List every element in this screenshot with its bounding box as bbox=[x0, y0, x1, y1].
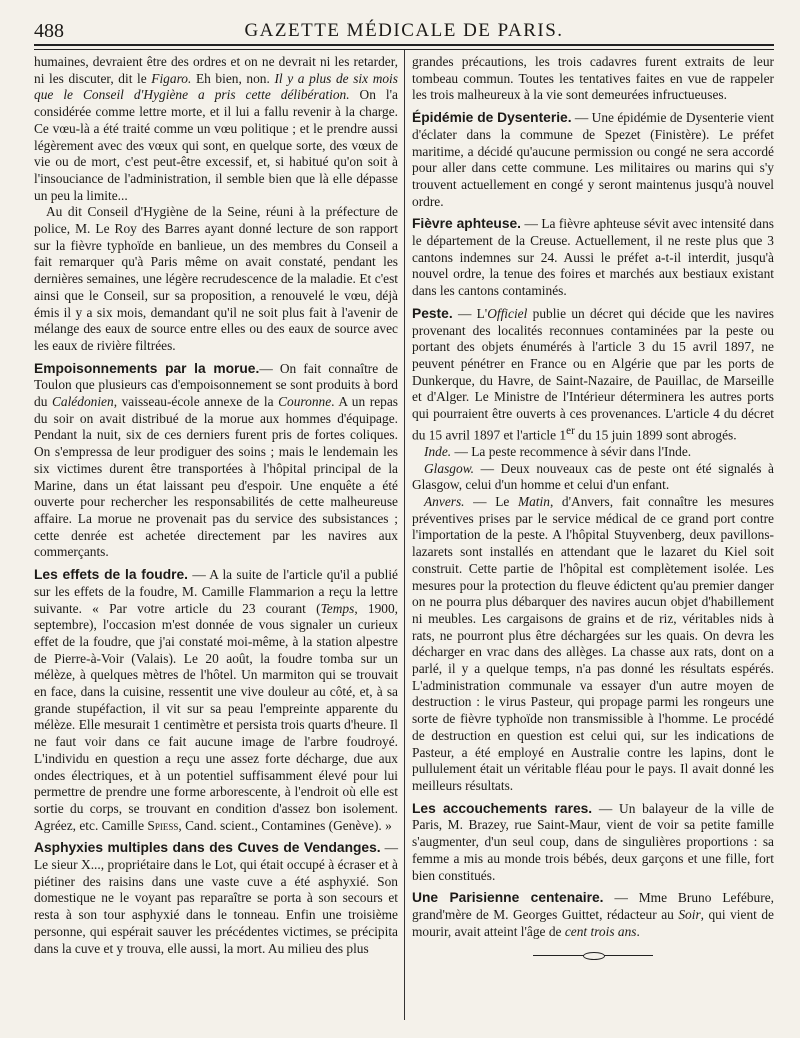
article-morue: Empoisonnements par la morue.— On fait connaître de Toulon que plusieurs cas d'empoisonnement se sont produits à bord du Calédonien, vaisseau-école annexe de la Couronne. A un repas du soir on avait distribué de la morue aux hommes d'équipage. Pendant la nuit, six de ces derniers furent pris de fortes coliques. On s'empressa de leur prodiguer des soins ; mais le lendemain les six victimes durent être transportées à l'hôpital principal de la Marine, dans un état laissant peu d'espoir. Une enquête a été ouverte pour rechercher les responsabilités de cette malheureuse affaire. La morue ne provenait pas du service des subsistances ; cette denrée est achetée directement par les navires aux commerçants. bbox=[34, 360, 399, 560]
page-number: 488 bbox=[34, 20, 64, 42]
article-heading: Une Parisienne centenaire. bbox=[412, 890, 604, 906]
article-heading: Peste. bbox=[412, 305, 453, 321]
article-heading: Empoisonnements par la morue. bbox=[34, 360, 260, 376]
article-heading: Fièvre aphteuse. bbox=[412, 216, 521, 232]
article-foudre: Les effets de la foudre. — A la suite de l'article qu'il a publié sur les effets de la foudre, M. Camille Flammarion a reçu la lettre suivante. « Par votre article du 23 courant (Temps, 1900, septembre), l'occasion m'est donnée de vous signaler un curieux effet de la foudre, que j'ai constaté moi-même, à la station alpestre de Pierre-à-Voir (Valais). Le 20 août, la foudre tomba sur un mélèze, à quelques mètres de l'hôtel. Un marmiton qui se trouvait en face, dans la cuisine, ressentit une vive douleur au côté, et, à sa grande stupéfaction, il vit sur sa peau l'empreinte apparente du mélèze. Elle mesurait 1 centimètre et persista trois quarts d'heure. Il ne faut voir dans ce fait aucune image de l'arbre foudroyé. L'individu en question a reçu une assez forte décharge, due aux ondes électriques, et à un potentiel suffisamment élevé pour lui permettre de prendre une forme arborescente, à l'endroit où elle est sortie du corps, se trouvant en condition d'assez bon isolement. Agréez, etc. Camille Spiess, Cand. scient., Contamines (Genève). » bbox=[34, 567, 398, 833]
end-ornament bbox=[533, 952, 653, 960]
article-heading: Les effets de la foudre. bbox=[34, 567, 189, 583]
paragraph-glasgow: Glasgow. — Deux nouveaux cas de peste ont été signalés à Glasgow, celui d'un homme et celui d'un enfant. bbox=[412, 460, 774, 493]
paragraph-anvers: Anvers. — Le Matin, d'Anvers, fait connaître les mesures préventives prises par le service médical de ce grand port contre l'importation de la peste. A l'hôpital Stuyvenberg, deux pavillons-lazarets sont installés en attendant que le lazaret du Kiel soit construit. Cette partie de l'hôpital est complètement isolée. Les mesures pour la protection du fleuve édictent qu'au premier danger on ne pourra plus débarquer des navires aucun objet d'habillement ni meubles. Les cargaisons de grains et de riz, véritables nids à rats, ne pourront plus être déchargées sur les quais. On devra les décharger en vrac dans des allèges. La chasse aux rats, dont on a parlé, il y a quelque temps, n'a pas donné les résultats espérés. L'administration communale va essayer d'un autre moyen de destruction : le virus Pasteur, qui propage parmi les rongeurs une sorte de fièvre typhoïde non transmissible à l'homme. Le procédé de destruction en question est celui qui, sur les indications de Pasteur, a été employé en Australie contre les lapins, dont le pullulement était un véritable fléau pour le pays. Il avait donné les meilleurs résultats. bbox=[412, 494, 774, 793]
article-peste: Peste. — L'Officiel publie un décret qui décide que les navires provenant des localités reconnues contaminées par la peste ou portant des objets énumérés à l'article 3 du 15 avril 1897, ne peuvent pénétrer en France ou en Algérie que par les ports de Dunkerque, du Havre, de Saint-Nazaire, de Pauillac, de Marseille et d'Alger. Le Ministre de l'Intérieur déterminera les autres ports qui pourraient être ouverts à ces provenances. L'article 4 du décret du 15 avril 1897 et l'article 1er du 15 juin 1899 sont abrogés. bbox=[412, 305, 774, 443]
column-divider bbox=[404, 50, 405, 1020]
paragraph-continuation: grandes précautions, les trois cadavres furent extraits de leur tombeau commun. Toutes les tentatives faites en vue de rappeler les trois malheureux à la vie sont demeurées infructueuses. bbox=[412, 54, 774, 103]
article-fievre-aphteuse: Fièvre aphteuse. — La fièvre aphteuse sévit avec intensité dans le département de la Creuse. Actuellement, il ne reste plus que 3 cantons indemnes sur 24. Aussi le préfet a-t-il interdit, jusqu'à nouvel ordre, la tenue des foires et marchés aux bestiaux existant dans les cantons contaminés. bbox=[412, 216, 774, 299]
article-dysenterie: Épidémie de Dysenterie. — Une épidémie de Dysenterie vient d'éclater dans la commune de Spezet (Finistère). Le préfet maritime, a décidé qu'aucune permission ou congé ne sera accordé pour aller dans cette commune. Les militaires ou marins qui s'y trouvent actuellement en congé y seront maintenus jusqu'à nouvel ordre. bbox=[412, 110, 774, 209]
article-centenaire: Une Parisienne centenaire. — Mme Bruno Lefébure, grand'mère de M. Georges Guittet, rédacteur au Soir, qui vient de mourir, avait atteint l'âge de cent trois ans. bbox=[412, 890, 774, 939]
paragraph-conseil-hygiene: humaines, devraient être des ordres et on ne devrait ni les retarder, ni les discuter, dit le Figaro. Eh bien, non. Il y a plus de six mois que le Conseil d'Hygiène a pris cette délibération. On l'a considérée comme lettre morte, et il lui a fallu revenir à la charge. Ce vœu-là a été traité comme un vœu politique ; et le prendre aussi légèrement avec des vœux qui sont, en quelque sorte, des vœux de vie ou de mort, c'est peut-être excessif, et, si habitué qu'on soit à l'insouciance de l'administration, il semble bien que là elle dépasse un peu la limite... bbox=[34, 54, 398, 203]
article-asphyxies: Asphyxies multiples dans des Cuves de Vendanges. — Le sieur X..., propriétaire dans le Lot, qui était occupé à écraser et à piétiner des raisins dans une vaste cuve a été asphyxié. Son domestique ne le voyant pas reparaître se porta à son secours et resta à son tour asphyxié dans le tonneau. Enfin une troisième personne, qui espérait sauver les précédentes victimes, se précipita dans la cuve et y trouva, elle aussi, la mort. Au milieu des plus bbox=[34, 840, 398, 956]
article-heading: Asphyxies multiples dans des Cuves de Vendanges. bbox=[34, 840, 381, 856]
paragraph-inde: Inde. — La peste recommence à sévir dans l'Inde. bbox=[424, 443, 692, 459]
page-header bbox=[34, 14, 774, 46]
right-column bbox=[412, 54, 774, 960]
journal-title: GAZETTE MÉDICALE DE PARIS. bbox=[244, 20, 564, 41]
article-heading: Épidémie de Dysenterie. bbox=[412, 110, 572, 126]
paragraph-fievre-typhoide: Au dit Conseil d'Hygiène de la Seine, réuni à la préfecture de police, M. Le Roy des Barres ayant donné lecture de son rapport sur la fièvre typhoïde en banlieue, un des membres du Conseil a fait remarquer qu'à Paris même on avait constaté, pendant les dernières semaines, une légère recrudescence de la maladie. Et c'est ainsi que le Conseil, sur sa proposition, a renouvelé le vœu, déjà émis il y a six mois, demandant qu'il ne soit plus fait à l'avenir de mélange des eaux de source entre elles ou des eaux de source avec les eaux de rivière filtrées. bbox=[34, 204, 398, 353]
article-heading: Les accouchements rares. bbox=[412, 800, 593, 816]
article-accouchements: Les accouchements rares. — Un balayeur de la ville de Paris, M. Brazey, rue Saint-Maur, vient de voir sa petite famille s'augmenter, d'un seul coup, dans de singulières proportions : sa femme a mis au monde trois bébés, deux garçons et une fille, fort bien constitués. bbox=[412, 800, 774, 883]
left-column bbox=[34, 54, 398, 957]
